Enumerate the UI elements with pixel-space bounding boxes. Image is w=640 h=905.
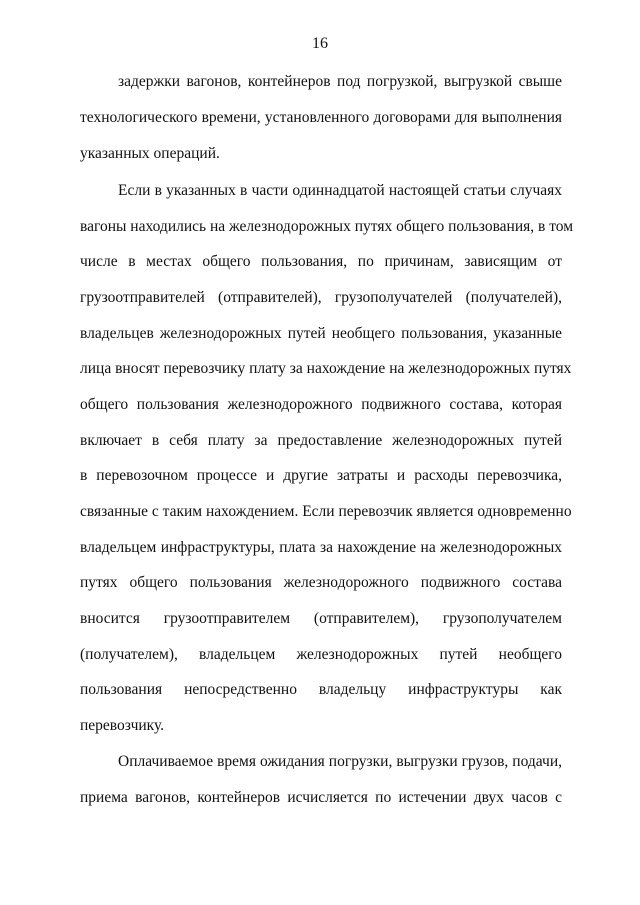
text-line: в перевозочном процессе и другие затраты и расходы перевозчика, [80, 467, 562, 484]
text-line: включает в себя плату за предоставление железнодорожных путей [80, 432, 562, 449]
text-line: задержки вагонов, контейнеров под погрузкой, выгрузкой свыше [118, 73, 562, 90]
text-line: путях общего пользования железнодорожного подвижного состава [80, 574, 562, 591]
text-line: владельцем инфраструктуры, плата за нахождение на железнодорожных [80, 539, 562, 556]
text-line: Оплачиваемое время ожидания погрузки, выгрузки грузов, подачи, [118, 753, 562, 770]
text-line: владельцев железнодорожных путей необщего пользования, указанные [80, 325, 562, 342]
page-number: 16 [312, 35, 328, 52]
text-line: технологического времени, установленного договорами для выполнения [80, 109, 562, 126]
text-line: числе в местах общего пользования, по причинам, зависящим от [80, 253, 562, 270]
text-line: грузоотправителей (отправителей), грузополучателей (получателей), [80, 289, 562, 306]
text-line: указанных операций. [80, 145, 220, 162]
text-line: перевозчику. [80, 717, 165, 734]
text-line: Если в указанных в части одиннадцатой настоящей статьи случаях [118, 182, 562, 199]
text-line: вагоны находились на железнодорожных путях общего пользования, в том [80, 218, 574, 235]
text-line: общего пользования железнодорожного подвижного состава, которая [80, 396, 562, 413]
text-line: (получателем), владельцем железнодорожных путей необщего [80, 646, 562, 663]
text-line: лица вносят перевозчику плату за нахождение на железнодорожных путях [80, 360, 572, 377]
text-line: связанные с таким нахождением. Если перевозчик является одновременно [80, 503, 572, 520]
text-line: приема вагонов, контейнеров исчисляется по истечении двух часов с [80, 789, 562, 806]
text-line: вносится грузоотправителем (отправителем), грузополучателем [80, 610, 562, 627]
text-line: пользования непосредственно владельцу инфраструктуры как [80, 681, 562, 698]
